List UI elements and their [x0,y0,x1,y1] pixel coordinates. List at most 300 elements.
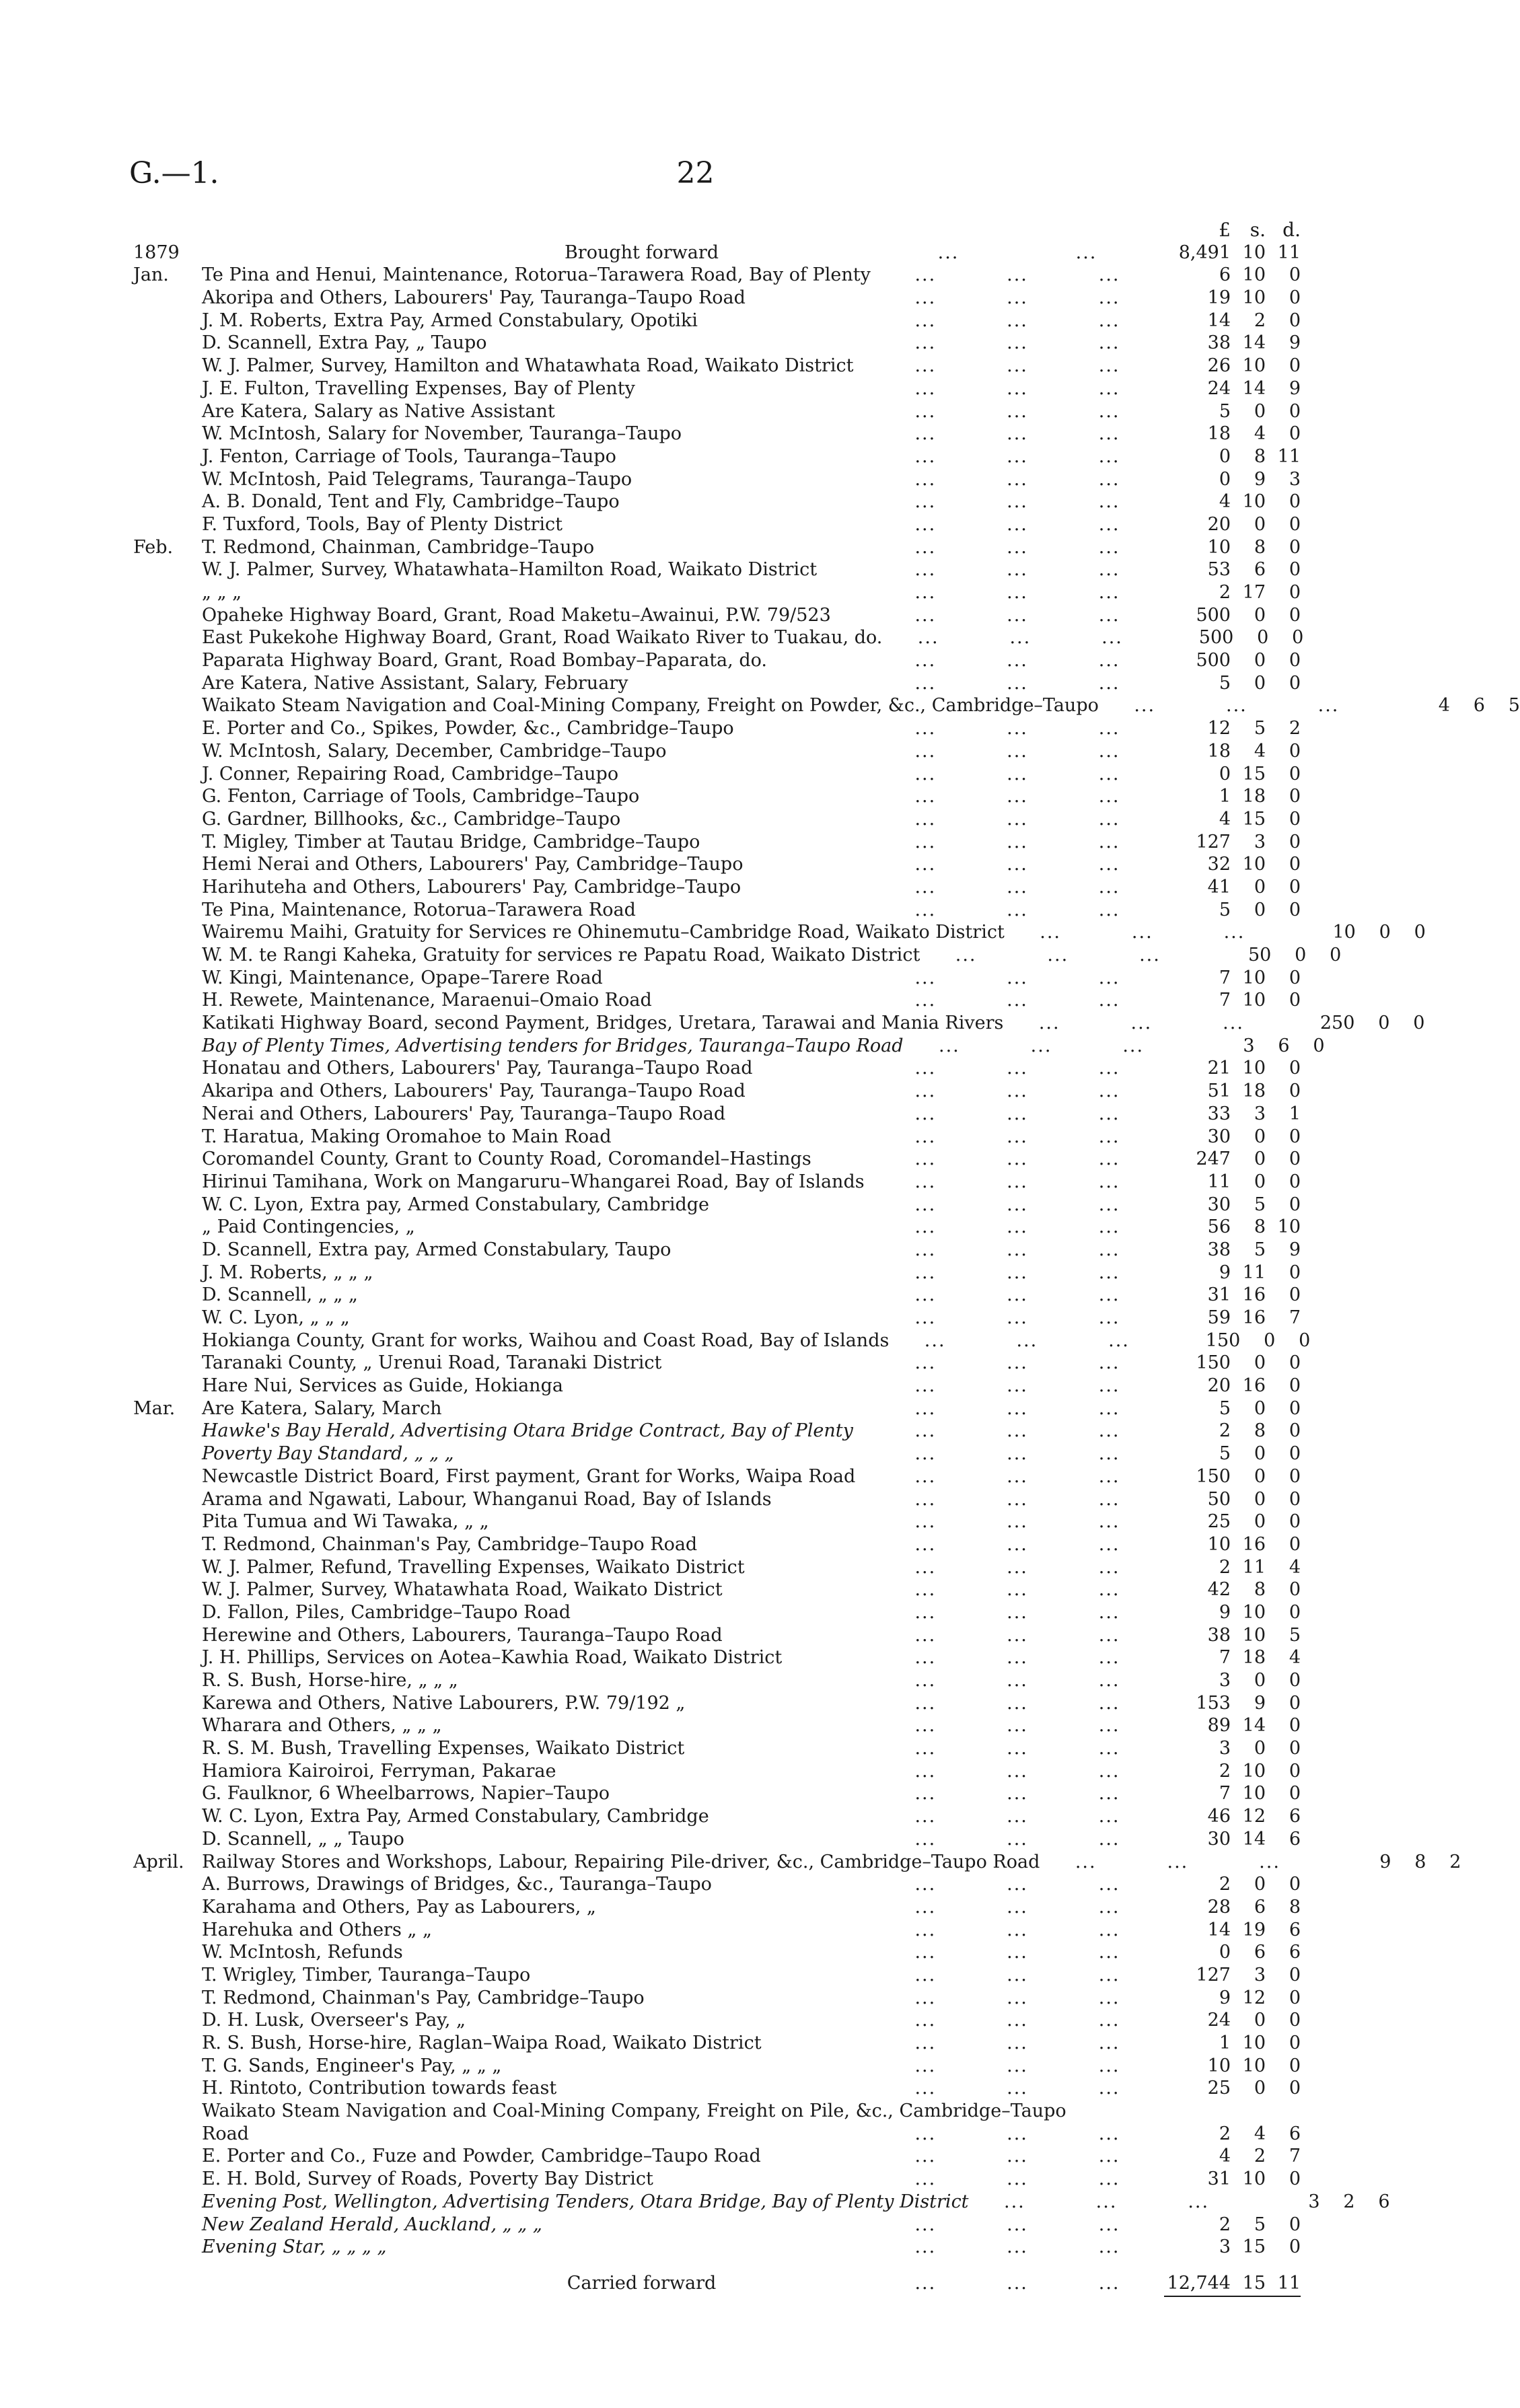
entry-pence: 0 [1289,1465,1301,1487]
leader-dots: ... ... ... [914,2168,1120,2190]
entry-pence: 10 [1277,1216,1301,1238]
total-rule [1164,2296,1301,2297]
ledger-row [133,2191,1390,2214]
ledger-row [133,1828,1301,1851]
ledger-row [133,1601,1301,1624]
ledger-row [133,332,1301,355]
ledger-row [133,309,1301,332]
entry-description: Hemi Nerai and Others, Labourers' Pay, Cambridge–Taupo [202,854,744,875]
entry-description: Katikati Highway Board, second Payment, Bridges, Uretara, Tarawai and Mania Rivers [202,1013,1004,1034]
entry-description: J. Fenton, Carriage of Tools, Tauranga–Taupo [202,445,616,467]
entry-pence: 0 [1289,1058,1301,1079]
entry-shillings: 5 [1254,1194,1266,1215]
entry-description: Pita Tumua and Wi Tawaka, „ „ [202,1511,489,1533]
entry-pounds: 3 [1219,1670,1231,1691]
leader-dots: ... ... ... [914,513,1120,535]
entry-pounds: 89 [1207,1715,1231,1737]
entry-pounds: 0 [1219,445,1231,467]
ledger-row [133,1533,1301,1556]
entry-shillings: 5 [1254,2214,1266,2235]
entry-pence: 0 [1289,309,1301,331]
ledger-row [133,1080,1301,1103]
entry-description: E. H. Bold, Survey of Roads, Poverty Bay District [202,2168,653,2190]
leader-dots: ... ... ... [914,377,1120,399]
entry-shillings: 10 [1242,264,1266,286]
leader-dots: ... ... ... [914,1556,1120,1578]
entry-shillings: 0 [1254,604,1266,626]
document-code: G.—1. [129,156,219,190]
ledger-row [133,264,1301,287]
leader-dots: ... ... ... [914,1670,1120,1691]
entry-pence: 0 [1289,1692,1301,1714]
entry-shillings: 11 [1242,1556,1266,1578]
leader-dots: ... ... ... [914,718,1120,739]
ledger-row [133,1262,1301,1284]
entry-description: E. Porter and Co., Spikes, Powder, &c., Cambridge–Taupo [202,718,734,739]
entry-month: Mar. [133,1397,176,1419]
entry-shillings: 0 [1254,1874,1266,1895]
entry-pounds: 250 [1319,1013,1355,1034]
entry-pence: 3 [1289,468,1301,490]
entry-shillings: 0 [1254,400,1266,422]
entry-description: Bay of Plenty Times, Advertising tenders for Bridges, Tauranga–Taupo Road [202,1035,904,1056]
entry-shillings: 5 [1254,718,1266,739]
entry-pounds: 19 [1207,287,1231,309]
carried-forward-label: Carried forward [567,2272,717,2294]
entry-pounds: 1 [1219,786,1231,807]
ledger-row [133,649,1301,672]
leader-dots: ... ... ... [924,1329,1130,1351]
entry-shillings: 8 [1254,536,1266,558]
pence-header: d. [1282,219,1301,241]
entry-shillings: 0 [1254,1397,1266,1419]
entry-shillings: 4 [1254,740,1266,762]
entry-pounds: 31 [1207,1284,1231,1306]
entry-description: Waikato Steam Navigation and Coal-Mining Company, Freight on Powder, &c., Cambridge–Taupo [202,695,1099,717]
leader-dots: ... ... ... [914,491,1120,513]
ledger-row [133,1805,1301,1828]
leader-dots: ... ... ... [914,831,1120,852]
entry-pence: 0 [1289,740,1301,762]
leader-dots: ... ... ... [914,559,1120,581]
leader-dots: ... ... ... [914,355,1120,377]
entry-description: Harihuteha and Others, Labourers' Pay, Cambridge–Taupo [202,876,741,898]
entry-pounds: 7 [1219,967,1231,988]
ledger-row [133,1987,1301,2010]
entry-pounds: 10 [1207,1533,1231,1555]
entry-pence: 0 [1289,1081,1301,1102]
entry-pounds: 3 [1308,2191,1320,2212]
entry-pence: 0 [1299,1329,1311,1351]
ledger-row [133,536,1301,559]
ledger-row [133,694,1520,717]
leader-dots: ... ... ... [914,1987,1120,2008]
entry-pounds: 53 [1207,559,1231,581]
ledger-row [133,377,1301,400]
entry-description: New Zealand Herald, Auckland, „ „ „ [202,2214,542,2235]
entry-pounds: 38 [1207,1624,1231,1646]
ledger-row [133,558,1301,581]
ledger-row [133,445,1301,468]
entry-pence: 6 [1289,1806,1301,1827]
entry-description: Road [202,2123,249,2144]
entry-pounds: 5 [1219,672,1231,694]
ledger-row [133,1873,1301,1896]
ledger-row [133,355,1301,377]
entry-shillings: 3 [1254,1103,1266,1124]
entry-shillings: 0 [1254,1443,1266,1465]
leader-dots: ... ... ... [914,1579,1120,1601]
ledger-row [133,490,1301,513]
entry-description: T. Redmond, Chainman, Cambridge–Taupo [202,536,595,558]
carried-forward-pounds: 12,744 [1167,2272,1231,2294]
leader-dots: ... ... ... [914,287,1120,309]
entry-shillings: 16 [1242,1533,1266,1555]
leader-dots: ... ... ... [914,1284,1120,1306]
entry-pounds: 1 [1219,2033,1231,2053]
entry-description: W. C. Lyon, Extra pay, Armed Constabulary, Cambridge [202,1194,709,1215]
entry-description: D. Scannell, „ „ Taupo [202,1828,404,1850]
entry-pence: 0 [1289,536,1301,558]
leader-dots: ... ... ... [914,1760,1120,1782]
entry-shillings: 2 [1254,309,1266,331]
entry-shillings: 14 [1242,377,1266,399]
leader-dots: ... ... ... [914,1465,1120,1487]
entry-pence: 0 [1289,2168,1301,2190]
ledger-row [133,672,1301,695]
entry-pounds: 5 [1219,1397,1231,1419]
entry-pence: 0 [1330,945,1342,965]
year-label: 1879 [133,242,180,263]
entry-shillings: 16 [1242,1307,1266,1328]
ledger-row [133,1941,1301,1964]
entry-pence: 0 [1289,990,1301,1011]
entry-pence: 0 [1289,876,1301,898]
entry-pounds: 41 [1207,876,1231,898]
entry-shillings: 0 [1254,1148,1266,1170]
entry-pounds: 38 [1207,332,1231,354]
leader-dots: ... ... ... [914,2055,1120,2076]
entry-description: H. Rewete, Maintenance, Maraenui–Omaio Road [202,990,652,1011]
entry-pounds: 18 [1207,423,1231,445]
entry-description: Arama and Ngawati, Labour, Whanganui Road, Bay of Islands [202,1488,772,1510]
entry-shillings: 0 [1254,1465,1266,1487]
ledger-table [133,219,1520,2295]
entry-pounds: 24 [1207,2010,1231,2031]
entry-description: T. G. Sands, Engineer's Pay, „ „ „ [202,2055,502,2076]
ledger-row [133,1284,1301,1307]
leader-dots: ... ... ... [914,1828,1120,1850]
ledger-row [133,1307,1301,1329]
ledger-row [133,1057,1301,1080]
entry-description: D. Scannell, Extra Pay, „ Taupo [202,332,487,354]
entry-pence: 9 [1289,332,1301,354]
entry-shillings: 6 [1254,1942,1266,1963]
ledger-row [133,2123,1301,2146]
entry-pounds: 10 [1332,922,1356,943]
entry-description: East Pukekohe Highway Board, Grant, Road Waikato River to Tuakau, do. [202,627,883,649]
brought-forward-pence: 11 [1277,242,1301,263]
entry-pence: 7 [1289,1307,1301,1328]
entry-pounds: 20 [1207,513,1231,535]
leader-dots: ... ... ... [1075,1851,1280,1872]
entry-description: D. Scannell, Extra pay, Armed Constabulary, Taupo [202,1239,672,1260]
ledger-row [133,717,1301,740]
ledger-row [133,1465,1301,1488]
entry-pence: 0 [1289,1874,1301,1895]
entry-pence: 6 [1378,2191,1390,2212]
entry-shillings: 10 [1242,2055,1266,2076]
ledger-row [133,2009,1301,2032]
entry-pounds: 18 [1207,740,1231,762]
entry-shillings: 10 [1242,967,1266,988]
leader-dots: ... ... ... [914,1420,1120,1442]
entry-shillings: 9 [1254,468,1266,490]
entry-pence: 0 [1289,1148,1301,1170]
entry-shillings: 19 [1242,1919,1266,1940]
entry-description: Coromandel County, Grant to County Road, Coromandel–Hastings [202,1148,811,1170]
entry-pence: 0 [1289,1420,1301,1442]
entry-pence: 5 [1508,695,1520,717]
entry-description: J. M. Roberts, „ „ „ [202,1262,373,1283]
ledger-row [133,1443,1301,1465]
entry-shillings: 10 [1242,1783,1266,1804]
ledger-row [133,1737,1301,1760]
entry-pence: 0 [1289,604,1301,626]
entry-description: Evening Post, Wellington, Advertising Tenders, Otara Bridge, Bay of Plenty District [202,2191,969,2212]
page-number: 22 [676,156,715,190]
entry-description: Paparata Highway Board, Grant, Road Bombay–Paparata, do. [202,650,767,671]
entry-description: W. C. Lyon, „ „ „ [202,1307,350,1328]
ledger-row [133,921,1426,944]
entry-pence: 0 [1289,808,1301,830]
ledger-row [133,967,1301,990]
ledger-row [133,876,1301,899]
ledger-row [133,2236,1301,2259]
entry-pounds: 2 [1219,1760,1231,1782]
leader-dots: ... ... ... [914,1081,1120,1102]
entry-shillings: 0 [1378,1013,1390,1034]
entry-description: Opaheke Highway Board, Grant, Road Maketu–Awainui, P.W. 79/523 [202,604,831,626]
entry-pounds: 25 [1207,2078,1231,2099]
entry-shillings: 0 [1254,650,1266,671]
leader-dots: ... ... ... [914,423,1120,445]
entry-pounds: 3 [1219,1738,1231,1759]
entry-pounds: 31 [1207,2168,1231,2190]
entry-shillings: 18 [1242,1647,1266,1669]
leader-dots: ... ... ... [914,854,1120,875]
leader-dots: ... ... ... [914,1488,1120,1510]
entry-pounds: 28 [1207,1896,1231,1918]
entry-shillings: 10 [1242,491,1266,513]
entry-pence: 0 [1289,1262,1301,1283]
leader-dots: ... ... ... [1004,2191,1210,2212]
entry-pence: 0 [1289,2055,1301,2076]
entry-shillings: 18 [1242,1081,1266,1102]
ledger-row [133,1556,1301,1579]
entry-description: Te Pina and Henui, Maintenance, Rotorua–Tarawera Road, Bay of Plenty [202,264,871,286]
entry-pence: 0 [1289,672,1301,694]
entry-pence: 6 [1289,1942,1301,1963]
entry-pounds: 9 [1219,1601,1231,1623]
entry-description: R. S. Bush, Horse-hire, „ „ „ [202,1670,458,1691]
entry-shillings: 9 [1254,1692,1266,1714]
entry-shillings: 12 [1242,1806,1266,1827]
leader-dots: ... ... ... [914,1896,1120,1918]
entry-pounds: 6 [1219,264,1231,286]
entry-pounds: 5 [1219,899,1231,920]
ledger-row [133,1352,1301,1375]
leader-dots: ... ... ... [914,1647,1120,1669]
entry-pence: 0 [1289,1397,1301,1419]
entry-description: Hokianga County, Grant for works, Waihou and Coast Road, Bay of Islands [202,1329,890,1351]
entry-pounds: 14 [1207,309,1231,331]
leader-dots: ... ... ... [914,445,1120,467]
entry-shillings: 0 [1254,1126,1266,1147]
leader-dots: ... ... ... [914,2033,1120,2053]
column-header-row [133,219,1301,242]
ledger-row [133,1510,1301,1533]
entry-pence: 0 [1289,2033,1301,2053]
carried-forward-row: Carried forward ... ... ... 12,744 15 11 [133,2272,1301,2295]
entry-description: T. Haratua, Making Oromahoe to Main Road [202,1126,612,1147]
entry-shillings: 3 [1254,831,1266,852]
entry-pounds: 150 [1196,1352,1231,1374]
entry-pounds: 26 [1207,355,1231,377]
entry-description: A. Burrows, Drawings of Bridges, &c., Tauranga–Taupo [202,1874,712,1895]
entry-description: Hamiora Kairoiroi, Ferryman, Pakarae [202,1760,556,1782]
leader-dots: ... ... ... [914,1511,1120,1533]
ledger-row [133,626,1304,649]
ledger-row [133,2077,1301,2100]
entry-shillings: 17 [1242,582,1266,603]
leader-dots: ... ... ... [914,672,1120,694]
entry-description: Hirinui Tamihana, Work on Mangaruru–Whangarei Road, Bay of Islands [202,1171,865,1192]
entry-shillings: 0 [1254,1488,1266,1510]
leader-dots: ... ... ... [914,1874,1120,1895]
entry-pence: 0 [1289,2078,1301,2099]
entry-description: G. Gardner, Billhooks, &c., Cambridge–Taupo [202,808,621,830]
entry-pounds: 20 [1207,1375,1231,1397]
entry-pence: 0 [1289,763,1301,785]
entry-pounds: 21 [1207,1058,1231,1079]
entry-description: Nerai and Others, Labourers' Pay, Tauranga–Taupo Road [202,1103,726,1124]
leader-dots: ... ... ... [914,740,1120,762]
ledger-row [133,1012,1425,1035]
entry-description: R. S. M. Bush, Travelling Expenses, Waikato District [202,1738,685,1759]
entry-pence: 4 [1289,1556,1301,1578]
ledger-row [133,1216,1301,1239]
entry-pence: 0 [1289,1375,1301,1397]
entry-pence: 0 [1289,1601,1301,1623]
entry-pence: 0 [1413,1013,1425,1034]
entry-shillings: 15 [1242,2236,1266,2258]
entry-description: G. Fenton, Carriage of Tools, Cambridge–Taupo [202,786,640,807]
entry-pounds: 33 [1207,1103,1231,1124]
entry-pence: 0 [1289,1533,1301,1555]
entry-pence: 2 [1289,718,1301,739]
entry-pence: 0 [1289,854,1301,875]
ledger-row [133,1194,1301,1216]
entry-shillings: 4 [1254,423,1266,445]
leader-dots: ... ... ... [914,1738,1120,1759]
ledger-row [133,808,1301,831]
entry-shillings: 2 [1254,2146,1266,2167]
entry-shillings: 14 [1242,1715,1266,1737]
entry-description: W. C. Lyon, Extra Pay, Armed Constabulary, Cambridge [202,1806,709,1827]
leader-dots: ... ... ... [914,876,1120,898]
entry-pence: 0 [1289,650,1301,671]
leader-dots: ... ... ... [914,1307,1120,1328]
entry-pounds: 38 [1207,1239,1231,1260]
entry-description: T. Redmond, Chainman's Pay, Cambridge–Taupo [202,1987,645,2008]
ledger-row [133,1782,1301,1805]
entry-shillings: 0 [1254,1511,1266,1533]
ledger-row [133,1646,1301,1669]
ledger-row [133,1126,1301,1148]
entry-shillings: 15 [1242,808,1266,830]
entry-shillings: 0 [1257,627,1269,649]
ledger-row [133,763,1301,786]
entry-pence: 0 [1289,2236,1301,2258]
entry-description: D. Scannell, „ „ „ [202,1284,358,1306]
leader-dots: ... ... ... [914,1942,1120,1963]
leader-dots: ... ... ... [914,1171,1120,1192]
entry-pence: 0 [1289,1738,1301,1759]
entry-description: Harehuka and Others „ „ [202,1919,432,1940]
entry-pounds: 2 [1219,1420,1231,1442]
leader-dots: ... ... ... [914,2123,1120,2144]
leader-dots: ... ... ... [914,1806,1120,1827]
entry-description: Are Katera, Native Assistant, Salary, February [202,672,628,694]
ledger-row [133,944,1342,967]
entry-shillings: 10 [1242,1601,1266,1623]
entry-pounds: 30 [1207,1828,1231,1850]
ledger-row [133,1375,1301,1397]
page-header [129,156,1262,196]
entry-description: J. H. Phillips, Services on Aotea–Kawhia Road, Waikato District [202,1647,783,1669]
leader-dots: ... ... ... [914,400,1120,422]
entry-pence: 7 [1289,2146,1301,2167]
entry-shillings: 6 [1254,1896,1266,1918]
entry-description: Karewa and Others, Native Labourers, P.W. 79/192 „ [202,1692,686,1714]
entry-description: W. J. Palmer, Refund, Travelling Expenses, Waikato District [202,1556,745,1578]
entry-pence: 5 [1289,1624,1301,1646]
ledger-row [133,400,1301,423]
entry-shillings: 10 [1242,1760,1266,1782]
leader-dots: ... ... ... [914,1126,1120,1147]
leader-dots: ... ... ... [914,2214,1120,2235]
leader-dots: ... ... ... [914,650,1120,671]
entry-pence: 0 [1289,264,1301,286]
entry-pounds: 7 [1219,990,1231,1011]
entry-shillings: 18 [1242,786,1266,807]
ledger-row [133,1397,1301,1420]
leader-dots: ... ... ... [1134,695,1340,717]
entry-month: Feb. [133,536,174,558]
leader-dots: ... ... ... [914,468,1120,490]
entry-pounds: 2 [1219,1874,1231,1895]
leader-dots: ... ... ... [914,1058,1120,1079]
entry-description: H. Rintoto, Contribution towards feast [202,2078,557,2099]
entry-pounds: 12 [1207,718,1231,739]
leader-dots: ... ... ... [914,990,1120,1011]
entry-pounds: 10 [1207,2055,1231,2076]
entry-pounds: 11 [1207,1171,1231,1192]
ledger-row [133,287,1301,309]
entry-shillings: 6 [1278,1035,1290,1056]
entries-list [133,264,1520,2259]
